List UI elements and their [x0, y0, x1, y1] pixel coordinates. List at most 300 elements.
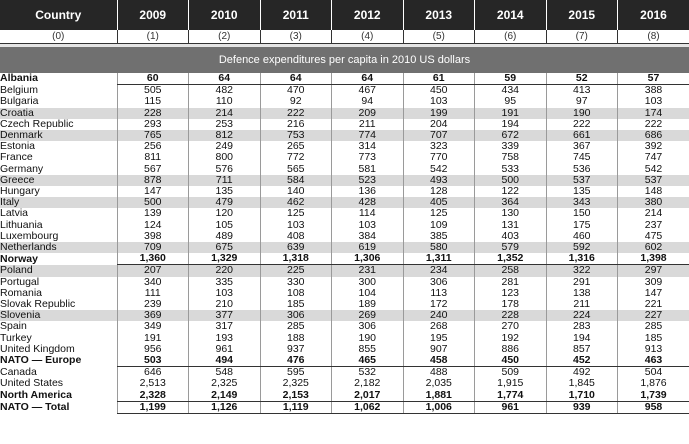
value-cell: 619: [332, 242, 404, 253]
table-row: [0, 299, 689, 310]
value-cell: 465: [332, 355, 404, 367]
value-cell: 148: [618, 186, 689, 197]
value-cell: 178: [475, 299, 547, 310]
table-row: [0, 175, 689, 186]
country-cell: Bulgaria: [0, 96, 39, 108]
value-cell: 1,876: [618, 378, 689, 389]
table-body: [0, 73, 689, 414]
country-cell: Netherlands: [0, 242, 117, 253]
value-cell: 64: [332, 73, 404, 85]
value-cell: 489: [189, 231, 261, 242]
value-cell: 857: [546, 344, 618, 355]
value-cell: 753: [260, 130, 332, 141]
value-cell: 211: [546, 299, 618, 310]
value-cell: 434: [475, 85, 547, 97]
value-cell: 189: [332, 299, 404, 310]
value-cell: 265: [260, 141, 332, 152]
value-cell: 467: [332, 85, 404, 97]
country-cell: Albania: [0, 73, 38, 85]
value-cell: 97: [546, 96, 618, 107]
value-cell: 147: [618, 288, 689, 299]
value-cell: 675: [189, 242, 261, 253]
value-cell: 309: [618, 277, 689, 288]
column-index: (4): [332, 30, 404, 44]
country-cell: France: [0, 152, 33, 164]
table-row: [0, 367, 689, 379]
column-index: (8): [618, 30, 689, 44]
value-cell: 285: [618, 321, 689, 332]
value-cell: 1,318: [260, 253, 332, 265]
table-row: [0, 141, 689, 152]
value-cell: 367: [546, 141, 618, 152]
value-cell: 398: [117, 231, 189, 242]
value-cell: 122: [475, 186, 547, 197]
value-cell: 773: [332, 152, 404, 163]
value-cell: 239: [117, 299, 189, 310]
value-cell: 136: [332, 186, 404, 197]
value-cell: 322: [546, 265, 618, 277]
value-cell: 1,311: [403, 253, 475, 265]
value-cell: 452: [546, 355, 618, 367]
value-cell: 1,062: [332, 401, 404, 413]
value-cell: 130: [475, 208, 547, 219]
value-cell: 602: [618, 242, 689, 253]
value-cell: 855: [332, 344, 404, 355]
value-cell: 1,306: [332, 253, 404, 265]
value-cell: 1,774: [475, 390, 547, 402]
value-cell: 380: [618, 197, 689, 208]
column-index: (7): [546, 30, 618, 44]
value-cell: 1,710: [546, 390, 618, 402]
value-cell: 125: [403, 208, 475, 219]
value-cell: 222: [618, 119, 689, 130]
table-row: [0, 119, 689, 130]
value-cell: 300: [332, 277, 404, 288]
value-cell: 269: [332, 310, 404, 321]
value-cell: 285: [260, 321, 332, 332]
country-cell: Italy: [0, 197, 117, 208]
value-cell: 94: [332, 96, 404, 107]
country-cell: Slovenia: [0, 310, 117, 321]
value-cell: 188: [260, 333, 332, 344]
country-cell: Luxembourg: [0, 230, 59, 242]
value-cell: 961: [475, 401, 547, 413]
value-cell: 509: [475, 367, 547, 379]
value-cell: 237: [618, 220, 689, 231]
table-row: [0, 220, 689, 231]
column-header: 2011: [260, 0, 332, 30]
section-title: Defence expenditures per capita in 2010 US dollars: [0, 47, 689, 73]
value-cell: 493: [403, 175, 475, 186]
value-cell: 937: [260, 344, 332, 355]
value-cell: 532: [332, 367, 404, 379]
country-cell: Denmark: [0, 130, 117, 141]
value-cell: 306: [403, 277, 475, 288]
table-row: [0, 73, 689, 85]
value-cell: 125: [260, 208, 332, 219]
value-cell: 961: [189, 344, 261, 355]
value-cell: 488: [403, 367, 475, 379]
value-cell: 104: [332, 288, 404, 299]
index-row: [0, 30, 689, 44]
value-cell: 174: [618, 108, 689, 119]
value-cell: 190: [332, 333, 404, 344]
value-cell: 492: [546, 367, 618, 379]
value-cell: 646: [117, 367, 189, 379]
value-cell: 758: [475, 152, 547, 163]
country-cell: NATO — Total: [0, 401, 70, 413]
value-cell: 120: [189, 208, 261, 219]
table-row: [0, 401, 689, 413]
value-cell: 2,182: [332, 378, 404, 389]
value-cell: 253: [189, 119, 261, 130]
value-cell: 1,739: [618, 390, 689, 402]
value-cell: 377: [189, 310, 261, 321]
value-cell: 211: [332, 119, 404, 130]
value-cell: 297: [618, 265, 689, 277]
value-cell: 2,325: [189, 378, 261, 389]
value-cell: 199: [403, 108, 475, 119]
value-cell: 500: [117, 197, 189, 208]
value-cell: 306: [260, 310, 332, 321]
column-index: (2): [189, 30, 261, 44]
value-cell: 2,513: [117, 378, 189, 389]
value-cell: 772: [260, 152, 332, 163]
value-cell: 103: [332, 220, 404, 231]
table-row: [0, 333, 689, 344]
value-cell: 500: [475, 175, 547, 186]
value-cell: 314: [332, 141, 404, 152]
value-cell: 1,845: [546, 378, 618, 389]
column-header: 2014: [475, 0, 547, 30]
value-cell: 476: [260, 355, 332, 367]
value-cell: 886: [475, 344, 547, 355]
value-cell: 57: [618, 73, 689, 85]
value-cell: 194: [475, 119, 547, 130]
value-cell: 204: [403, 119, 475, 130]
value-cell: 234: [403, 265, 475, 277]
value-cell: 175: [546, 220, 618, 231]
value-cell: 707: [403, 130, 475, 141]
column-header: 2010: [189, 0, 261, 30]
value-cell: 1,316: [546, 253, 618, 265]
value-cell: 103: [189, 288, 261, 299]
value-cell: 330: [260, 277, 332, 288]
value-cell: 661: [546, 130, 618, 141]
table-row: [0, 321, 689, 332]
value-cell: 92: [260, 96, 332, 107]
value-cell: 95: [475, 96, 547, 107]
value-cell: 537: [618, 175, 689, 186]
column-index: (3): [260, 30, 332, 44]
value-cell: 579: [475, 242, 547, 253]
value-cell: 340: [117, 277, 189, 288]
value-cell: 533: [475, 164, 547, 175]
value-cell: 210: [189, 299, 261, 310]
value-cell: 369: [117, 310, 189, 321]
value-cell: 1,006: [403, 401, 475, 413]
value-cell: 364: [475, 197, 547, 208]
value-cell: 185: [260, 299, 332, 310]
value-cell: 536: [546, 164, 618, 175]
value-cell: 228: [475, 310, 547, 321]
value-cell: 61: [403, 73, 475, 85]
value-cell: 317: [189, 321, 261, 332]
value-cell: 2,149: [189, 390, 261, 402]
value-cell: 1,329: [189, 253, 261, 265]
value-cell: 59: [475, 73, 547, 85]
value-cell: 185: [618, 333, 689, 344]
value-cell: 537: [546, 175, 618, 186]
country-cell: Canada: [0, 366, 37, 379]
table-row: [0, 344, 689, 355]
table-row: [0, 242, 689, 253]
value-cell: 216: [260, 119, 332, 130]
value-cell: 504: [618, 367, 689, 379]
value-cell: 124: [117, 220, 189, 231]
value-cell: 135: [546, 186, 618, 197]
value-cell: 227: [618, 310, 689, 321]
value-cell: 878: [117, 175, 189, 186]
value-cell: 2,017: [332, 390, 404, 402]
value-cell: 392: [618, 141, 689, 152]
value-cell: 190: [546, 108, 618, 119]
country-cell: Romania: [0, 287, 43, 299]
value-cell: 123: [475, 288, 547, 299]
value-cell: 195: [403, 333, 475, 344]
value-cell: 811: [117, 152, 189, 163]
section-header-row: [0, 47, 689, 73]
value-cell: 194: [546, 333, 618, 344]
country-cell: United Kingdom: [0, 343, 75, 355]
value-cell: 139: [117, 208, 189, 219]
value-cell: 450: [403, 85, 475, 97]
value-cell: 283: [546, 321, 618, 332]
value-cell: 565: [260, 164, 332, 175]
country-cell: Croatia: [0, 108, 117, 119]
value-cell: 291: [546, 277, 618, 288]
value-cell: 231: [332, 265, 404, 277]
value-cell: 207: [117, 265, 189, 277]
value-cell: 413: [546, 85, 618, 97]
value-cell: 270: [475, 321, 547, 332]
country-cell: Poland: [0, 265, 117, 277]
value-cell: 1,199: [117, 401, 189, 413]
value-cell: 595: [260, 367, 332, 379]
value-cell: 281: [475, 277, 547, 288]
value-cell: 711: [189, 175, 261, 186]
value-cell: 812: [189, 130, 261, 141]
country-cell: Czech Republic: [0, 118, 74, 130]
column-header: 2015: [546, 0, 618, 30]
value-cell: 576: [189, 164, 261, 175]
value-cell: 408: [260, 231, 332, 242]
value-cell: 709: [117, 242, 189, 253]
value-cell: 60: [117, 73, 189, 85]
value-cell: 64: [189, 73, 261, 85]
column-header: 2012: [332, 0, 404, 30]
value-cell: 475: [618, 231, 689, 242]
value-cell: 103: [403, 96, 475, 107]
value-cell: 800: [189, 152, 261, 163]
value-cell: 191: [475, 108, 547, 119]
value-cell: 388: [618, 85, 689, 97]
table-row: [0, 108, 689, 119]
value-cell: 384: [332, 231, 404, 242]
value-cell: 405: [403, 197, 475, 208]
value-cell: 1,352: [475, 253, 547, 265]
value-cell: 1,119: [260, 401, 332, 413]
country-cell: Latvia: [0, 208, 29, 220]
value-cell: 523: [332, 175, 404, 186]
country-cell: Slovak Republic: [0, 299, 76, 311]
value-cell: 256: [117, 141, 189, 152]
value-cell: 103: [618, 96, 689, 107]
table-row: [0, 85, 689, 97]
value-cell: 192: [475, 333, 547, 344]
value-cell: 135: [189, 186, 261, 197]
column-index: (0): [0, 30, 117, 44]
column-header: 2013: [403, 0, 475, 30]
value-cell: 548: [189, 367, 261, 379]
column-header: 2009: [117, 0, 189, 30]
value-cell: 222: [546, 119, 618, 130]
table-row: [0, 96, 689, 107]
value-cell: 103: [260, 220, 332, 231]
country-cell: Lithuania: [0, 219, 43, 231]
column-index: (6): [475, 30, 547, 44]
table-row: [0, 265, 689, 277]
value-cell: 343: [546, 197, 618, 208]
value-cell: 581: [332, 164, 404, 175]
value-cell: 1,881: [403, 390, 475, 402]
column-header: Country: [0, 0, 117, 30]
table-row: [0, 208, 689, 219]
country-cell: Estonia: [0, 141, 36, 153]
value-cell: 939: [546, 401, 618, 413]
value-cell: 323: [403, 141, 475, 152]
value-cell: 209: [332, 108, 404, 119]
value-cell: 225: [260, 265, 332, 277]
value-cell: 2,153: [260, 390, 332, 402]
value-cell: 335: [189, 277, 261, 288]
value-cell: 214: [189, 108, 261, 119]
country-cell: Norway: [0, 253, 38, 265]
country-cell: Portugal: [0, 276, 40, 288]
value-cell: 580: [403, 242, 475, 253]
value-cell: 1,360: [117, 253, 189, 265]
value-cell: 765: [117, 130, 189, 141]
value-cell: 228: [117, 108, 189, 119]
value-cell: 2,328: [117, 390, 189, 402]
value-cell: 567: [117, 164, 189, 175]
value-cell: 249: [189, 141, 261, 152]
value-cell: 293: [117, 119, 189, 130]
value-cell: 479: [189, 197, 261, 208]
value-cell: 114: [332, 208, 404, 219]
table-row: [0, 378, 689, 389]
header-row: [0, 0, 689, 30]
value-cell: 958: [618, 401, 689, 413]
value-cell: 339: [475, 141, 547, 152]
value-cell: 450: [475, 355, 547, 367]
value-cell: 191: [117, 333, 189, 344]
country-cell: North America: [0, 389, 72, 401]
value-cell: 113: [403, 288, 475, 299]
table-row: [0, 152, 689, 163]
column-index: (5): [403, 30, 475, 44]
value-cell: 64: [260, 73, 332, 85]
value-cell: 193: [189, 333, 261, 344]
value-cell: 224: [546, 310, 618, 321]
value-cell: 686: [618, 130, 689, 141]
value-cell: 672: [475, 130, 547, 141]
table-row: [0, 186, 689, 197]
value-cell: 111: [117, 288, 189, 299]
country-cell: NATO — Europe: [0, 355, 82, 367]
value-cell: 482: [189, 85, 261, 97]
value-cell: 109: [403, 220, 475, 231]
value-cell: 403: [475, 231, 547, 242]
value-cell: 913: [618, 344, 689, 355]
table-row: [0, 277, 689, 288]
value-cell: 140: [260, 186, 332, 197]
value-cell: 584: [260, 175, 332, 186]
value-cell: 494: [189, 355, 261, 367]
value-cell: 1,398: [618, 253, 689, 265]
value-cell: 240: [403, 310, 475, 321]
value-cell: 2,325: [260, 378, 332, 389]
value-cell: 128: [403, 186, 475, 197]
value-cell: 770: [403, 152, 475, 163]
country-cell: Belgium: [0, 84, 38, 96]
value-cell: 214: [618, 208, 689, 219]
table-row: [0, 288, 689, 299]
country-cell: Germany: [0, 163, 44, 175]
country-cell: Hungary: [0, 186, 40, 198]
value-cell: 458: [403, 355, 475, 367]
value-cell: 503: [117, 355, 189, 367]
value-cell: 172: [403, 299, 475, 310]
country-cell: United States: [0, 378, 64, 390]
value-cell: 147: [117, 186, 189, 197]
table-row: [0, 197, 689, 208]
value-cell: 349: [117, 321, 189, 332]
value-cell: 115: [117, 96, 189, 107]
value-cell: 385: [403, 231, 475, 242]
value-cell: 592: [546, 242, 618, 253]
value-cell: 268: [403, 321, 475, 332]
value-cell: 470: [260, 85, 332, 97]
value-cell: 462: [260, 197, 332, 208]
value-cell: 220: [189, 265, 261, 277]
value-cell: 52: [546, 73, 618, 85]
value-cell: 150: [546, 208, 618, 219]
value-cell: 956: [117, 344, 189, 355]
country-cell: Greece: [0, 175, 117, 186]
value-cell: 108: [260, 288, 332, 299]
value-cell: 505: [117, 85, 189, 97]
value-cell: 110: [189, 96, 261, 107]
value-cell: 1,126: [189, 401, 261, 413]
value-cell: 774: [332, 130, 404, 141]
country-cell: Spain: [0, 321, 27, 333]
value-cell: 1,915: [475, 378, 547, 389]
table-row: [0, 164, 689, 175]
value-cell: 221: [618, 299, 689, 310]
value-cell: 105: [189, 220, 261, 231]
value-cell: 222: [260, 108, 332, 119]
